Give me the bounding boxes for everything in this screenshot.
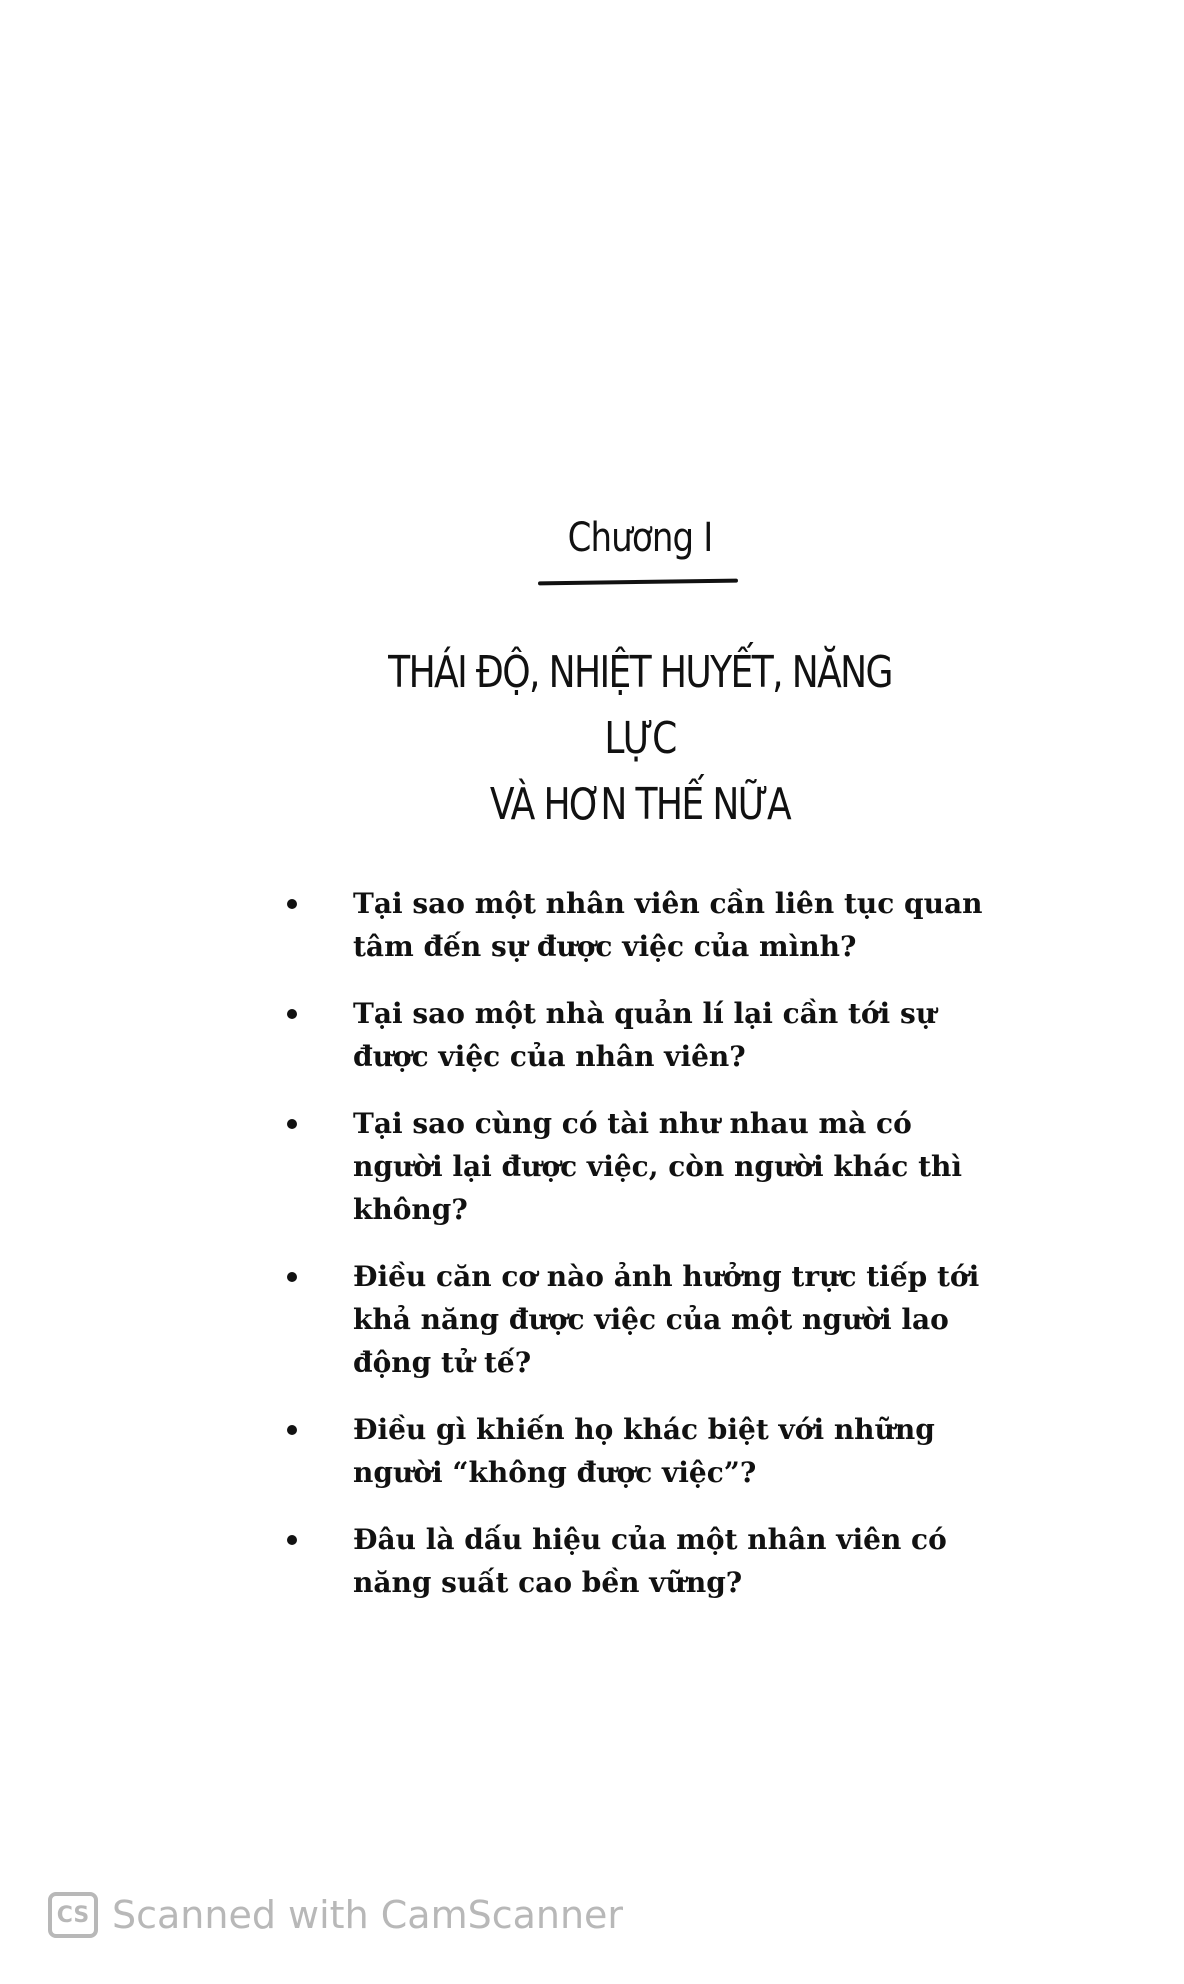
bullet-icon xyxy=(287,1119,297,1129)
question-item xyxy=(280,882,1010,968)
question-item xyxy=(280,1255,1010,1384)
camscanner-watermark xyxy=(48,1892,623,1938)
question-item xyxy=(280,1408,1010,1494)
question-text: Tại sao cùng có tài như nhau mà có người lại được việc, còn người khác thì không? xyxy=(353,1107,962,1226)
chapter-underline xyxy=(538,579,738,586)
question-item xyxy=(280,1102,1010,1231)
question-item xyxy=(280,1518,1010,1604)
watermark-text: Scanned with CamScanner xyxy=(112,1893,624,1937)
bullet-icon xyxy=(287,899,297,909)
question-text: Tại sao một nhân viên cần liên tục quan tâm đến sự được việc của mình? xyxy=(353,887,983,963)
bullet-icon xyxy=(287,1009,297,1019)
chapter-title-line-1: THÁI ĐỘ, NHIỆT HUYẾT, NĂNG LỰC xyxy=(388,647,892,764)
chapter-title xyxy=(361,640,919,838)
question-list xyxy=(280,882,1010,1628)
chapter-label: Chương I xyxy=(567,515,713,561)
chapter-title-line-2: VÀ HƠN THẾ NỮA xyxy=(489,779,791,830)
question-text: Điều gì khiến họ khác biệt với những người “không được việc”? xyxy=(353,1413,935,1489)
question-text: Đâu là dấu hiệu của một nhân viên có năng suất cao bền vững? xyxy=(353,1523,947,1599)
question-item xyxy=(280,992,1010,1078)
bullet-icon xyxy=(287,1535,297,1545)
bullet-icon xyxy=(287,1272,297,1282)
bullet-icon xyxy=(287,1425,297,1435)
question-text: Điều căn cơ nào ảnh hưởng trực tiếp tới khả năng được việc của một người lao động tử tế? xyxy=(353,1260,980,1379)
camscanner-logo-icon: CS xyxy=(48,1892,98,1938)
question-text: Tại sao một nhà quản lí lại cần tới sự được việc của nhân viên? xyxy=(353,997,937,1073)
